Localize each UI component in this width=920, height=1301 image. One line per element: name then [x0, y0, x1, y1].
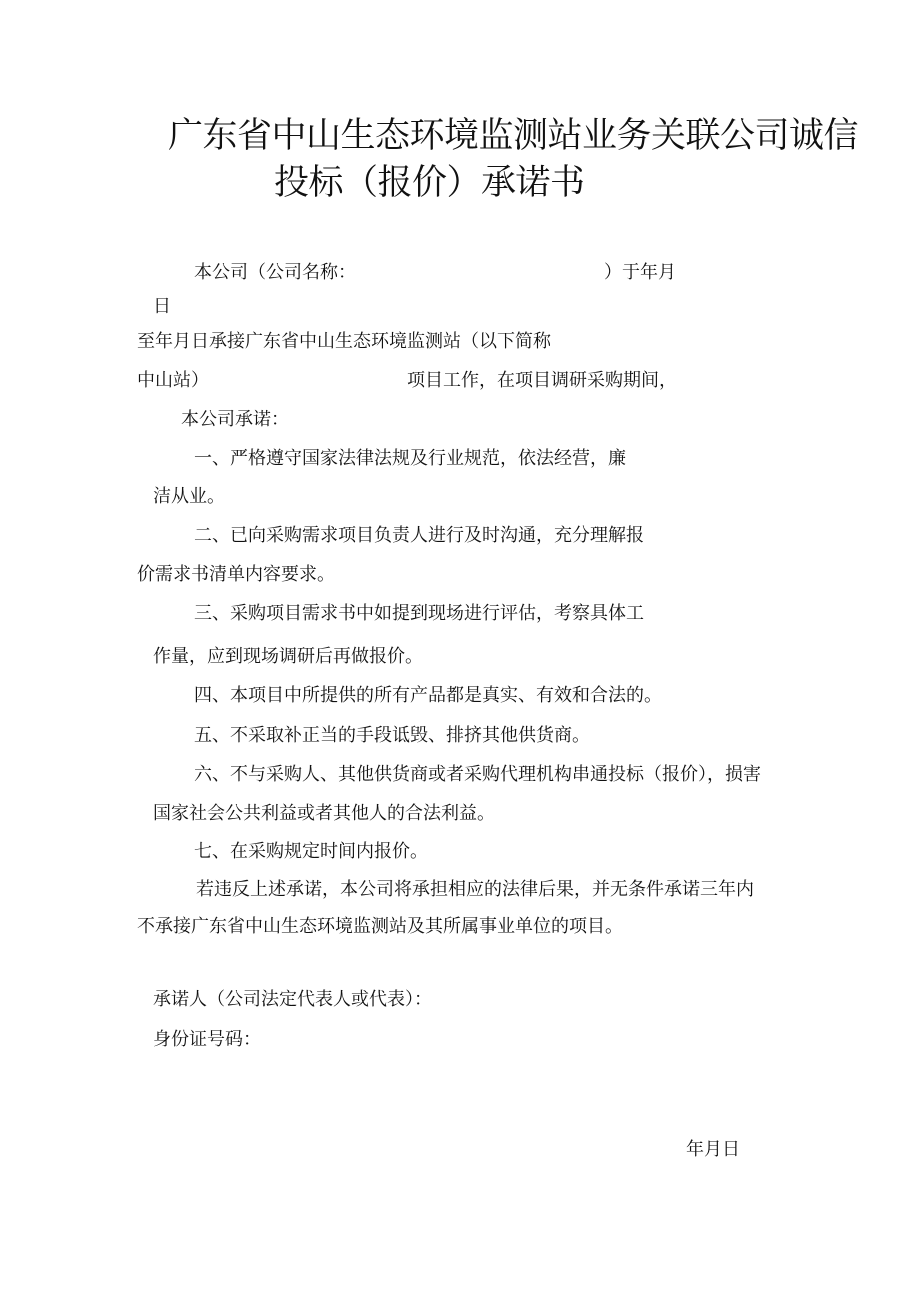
document-title-line-2: 投标（报价）承诺书: [274, 163, 585, 203]
commitment-7: 七、在采购规定时间内报价。: [194, 841, 428, 862]
commitment-5: 五、不采取补正当的手段诋毁、排挤其他供货商。: [194, 725, 590, 746]
commitment-3-line-b: 作量，应到现场调研后再做报价。: [153, 646, 423, 667]
document-title-line-1: 广东省中山生态环境监测站业务关联公司诚信: [168, 116, 859, 156]
commitment-1-line-b: 洁从业。: [153, 486, 225, 507]
commitment-6-line-a: 六、不与采购人、其他供货商或者采购代理机构串通投标（报价），损害: [194, 764, 761, 785]
consequence-line-b: 不承接广东省中山生态环境监测站及其所属事业单位的项目。: [137, 916, 623, 937]
intro-line-5: 本公司承诺：: [181, 409, 289, 430]
commitment-3-line-a: 三、采购项目需求书中如提到现场进行评估，考察具体工: [194, 603, 644, 624]
day-char: 日: [153, 296, 171, 317]
signature-date: 年月日: [686, 1139, 740, 1160]
commitment-2-line-b: 价需求书清单内容要求。: [137, 564, 335, 585]
commitment-6-line-b: 国家社会公共利益或者其他人的合法利益。: [153, 803, 495, 824]
commitment-4: 四、本项目中所提供的所有产品都是真实、有效和合法的。: [194, 685, 662, 706]
date-fragment: ）于年月: [604, 262, 676, 283]
consequence-line-a: 若违反上述承诺，本公司将承担相应的法律后果，并无条件承诺三年内: [196, 879, 754, 900]
promisor-label: 承诺人（公司法定代表人或代表）：: [153, 989, 432, 1010]
company-name-label: 本公司（公司名称：: [194, 262, 356, 283]
intro-line-3: 至年月日承接广东省中山生态环境监测站（以下简称: [137, 331, 551, 352]
commitment-1-line-a: 一、严格遵守国家法律法规及行业规范，依法经营，廉: [194, 448, 626, 469]
id-number-label: 身份证号码：: [153, 1029, 261, 1050]
intro-line-4-right: 项目工作，在项目调研采购期间，: [407, 370, 677, 391]
commitment-2-line-a: 二、已向采购需求项目负责人进行及时沟通，充分理解报: [194, 525, 644, 546]
intro-line-4-left: 中山站）: [137, 370, 209, 391]
